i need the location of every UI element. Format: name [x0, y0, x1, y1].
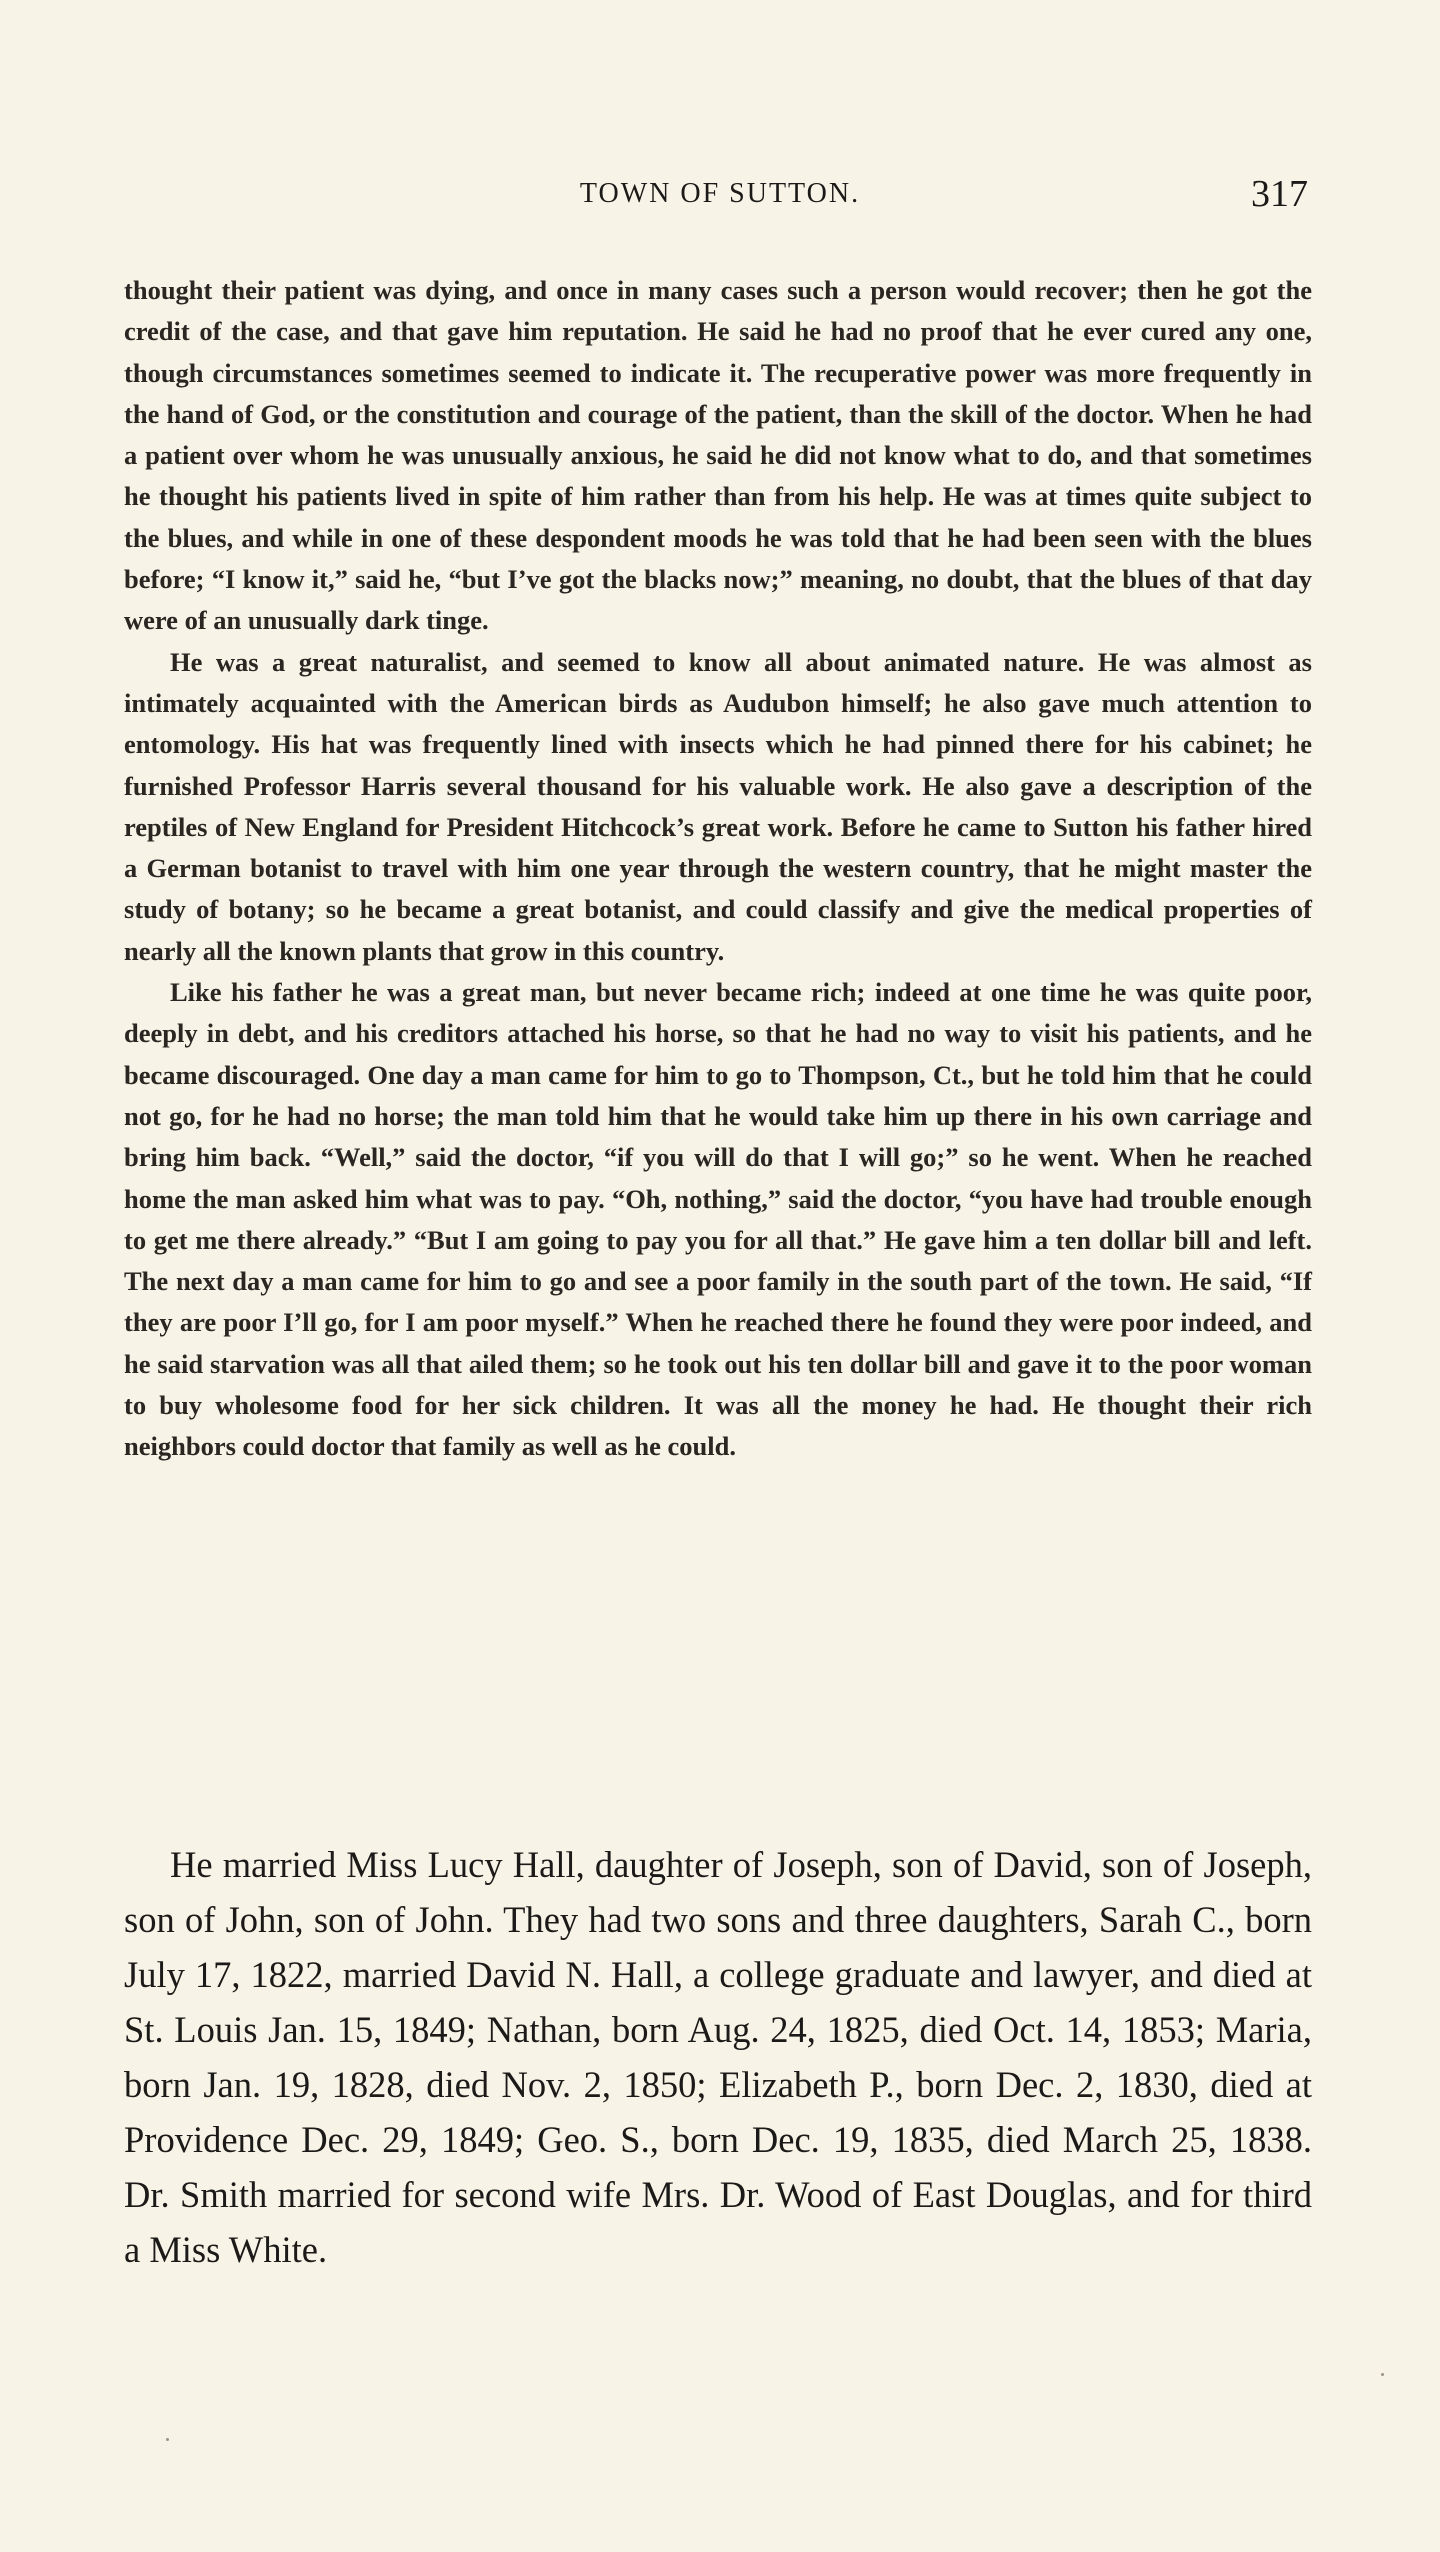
- running-header: [120, 172, 1320, 220]
- paragraph-marriage: He married Miss Lucy Hall, daughter of Joseph, son of David, son of Joseph, son of John, son of John. They had two sons and three daughters, Sarah C., born July 17, 1822, married David N. Hall, a college graduate and lawyer, and died at St. Louis Jan. 15, 1849; Nathan, born Aug. 24, 1825, died Oct. 14, 1853; Maria, born Jan. 19, 1828, died Nov. 2, 1850; Elizabeth P., born Dec. 2, 1830, died at Providence Dec. 29, 1849; Geo. S., born Dec. 19, 1835, died March 25, 1838. Dr. Smith married for second wife Mrs. Dr. Wood of East Douglas, and for third a Miss White.: [124, 1844, 1312, 2270]
- paragraph-continued: thought their patient was dying, and once in many cases such a person would recover; then he got the credit of the case, and that gave him reputation. He said he had no proof that he ever cured any one, though circumstances sometimes seemed to indicate it. The recuperative power was more frequently in the hand of God, or the constitution and courage of the patient, than the skill of the doctor. When he had a patient over whom he was unusually anxious, he said he did not know what to do, and that sometimes he thought his patients lived in spite of him rather than from his help. He was at times quite subject to the blues, and while in one of these despondent moods he was told that he had been seen with the blues before; “I know it,” said he, “but I’ve got the blacks now;” meaning, no doubt, that the blues of that day were of an unusually dark tinge.: [124, 275, 1312, 636]
- family-record: [124, 1837, 1312, 2277]
- body-text: [124, 270, 1312, 1468]
- paper-speck: [1381, 2373, 1384, 2376]
- paragraph-poverty: Like his father he was a great man, but never became rich; indeed at one time he was quite poor, deeply in debt, and his creditors attached his horse, so that he had no way to visit his patients, and he became discouraged. One day a man came for him to go to Thompson, Ct., but he told him that he could not go, for he had no horse; the man told him that he would take him up there in his own carriage and bring him back. “Well,” said the doctor, “if you will do that I will go;” so he went. When he reached home the man asked him what was to pay. “Oh, nothing,” said the doctor, “you have had trouble enough to get me there already.” “But I am going to pay you for all that.” He gave him a ten dollar bill and left. The next day a man came for him to go and see a poor family in the south part of the town. He said, “If they are poor I’ll go, for I am poor myself.” When he reached there he found they were poor indeed, and he said starvation was all that ailed them; so he took out his ten dollar bill and gave it to the poor woman to buy wholesome food for her sick children. It was all the money he had. He thought their rich neighbors could doctor that family as well as he could.: [124, 977, 1312, 1462]
- running-title: TOWN OF SUTTON.: [579, 178, 861, 209]
- page-number: 317: [1251, 173, 1308, 215]
- paper-speck: [166, 2438, 169, 2441]
- paragraph-naturalist: He was a great naturalist, and seemed to know all about animated nature. He was almost as intimately acquainted with the American birds as Audubon himself; he also gave much attention to entomology. His hat was frequently lined with insects which he had pinned there for his cabinet; he furnished Professor Harris several thousand for his valuable work. He also gave a description of the reptiles of New England for President Hitchcock’s great work. Before he came to Sutton his father hired a German botanist to travel with him one year through the western country, that he might master the study of botany; so he became a great botanist, and could classify and give the medical properties of nearly all the known plants that grow in this country.: [124, 646, 1312, 966]
